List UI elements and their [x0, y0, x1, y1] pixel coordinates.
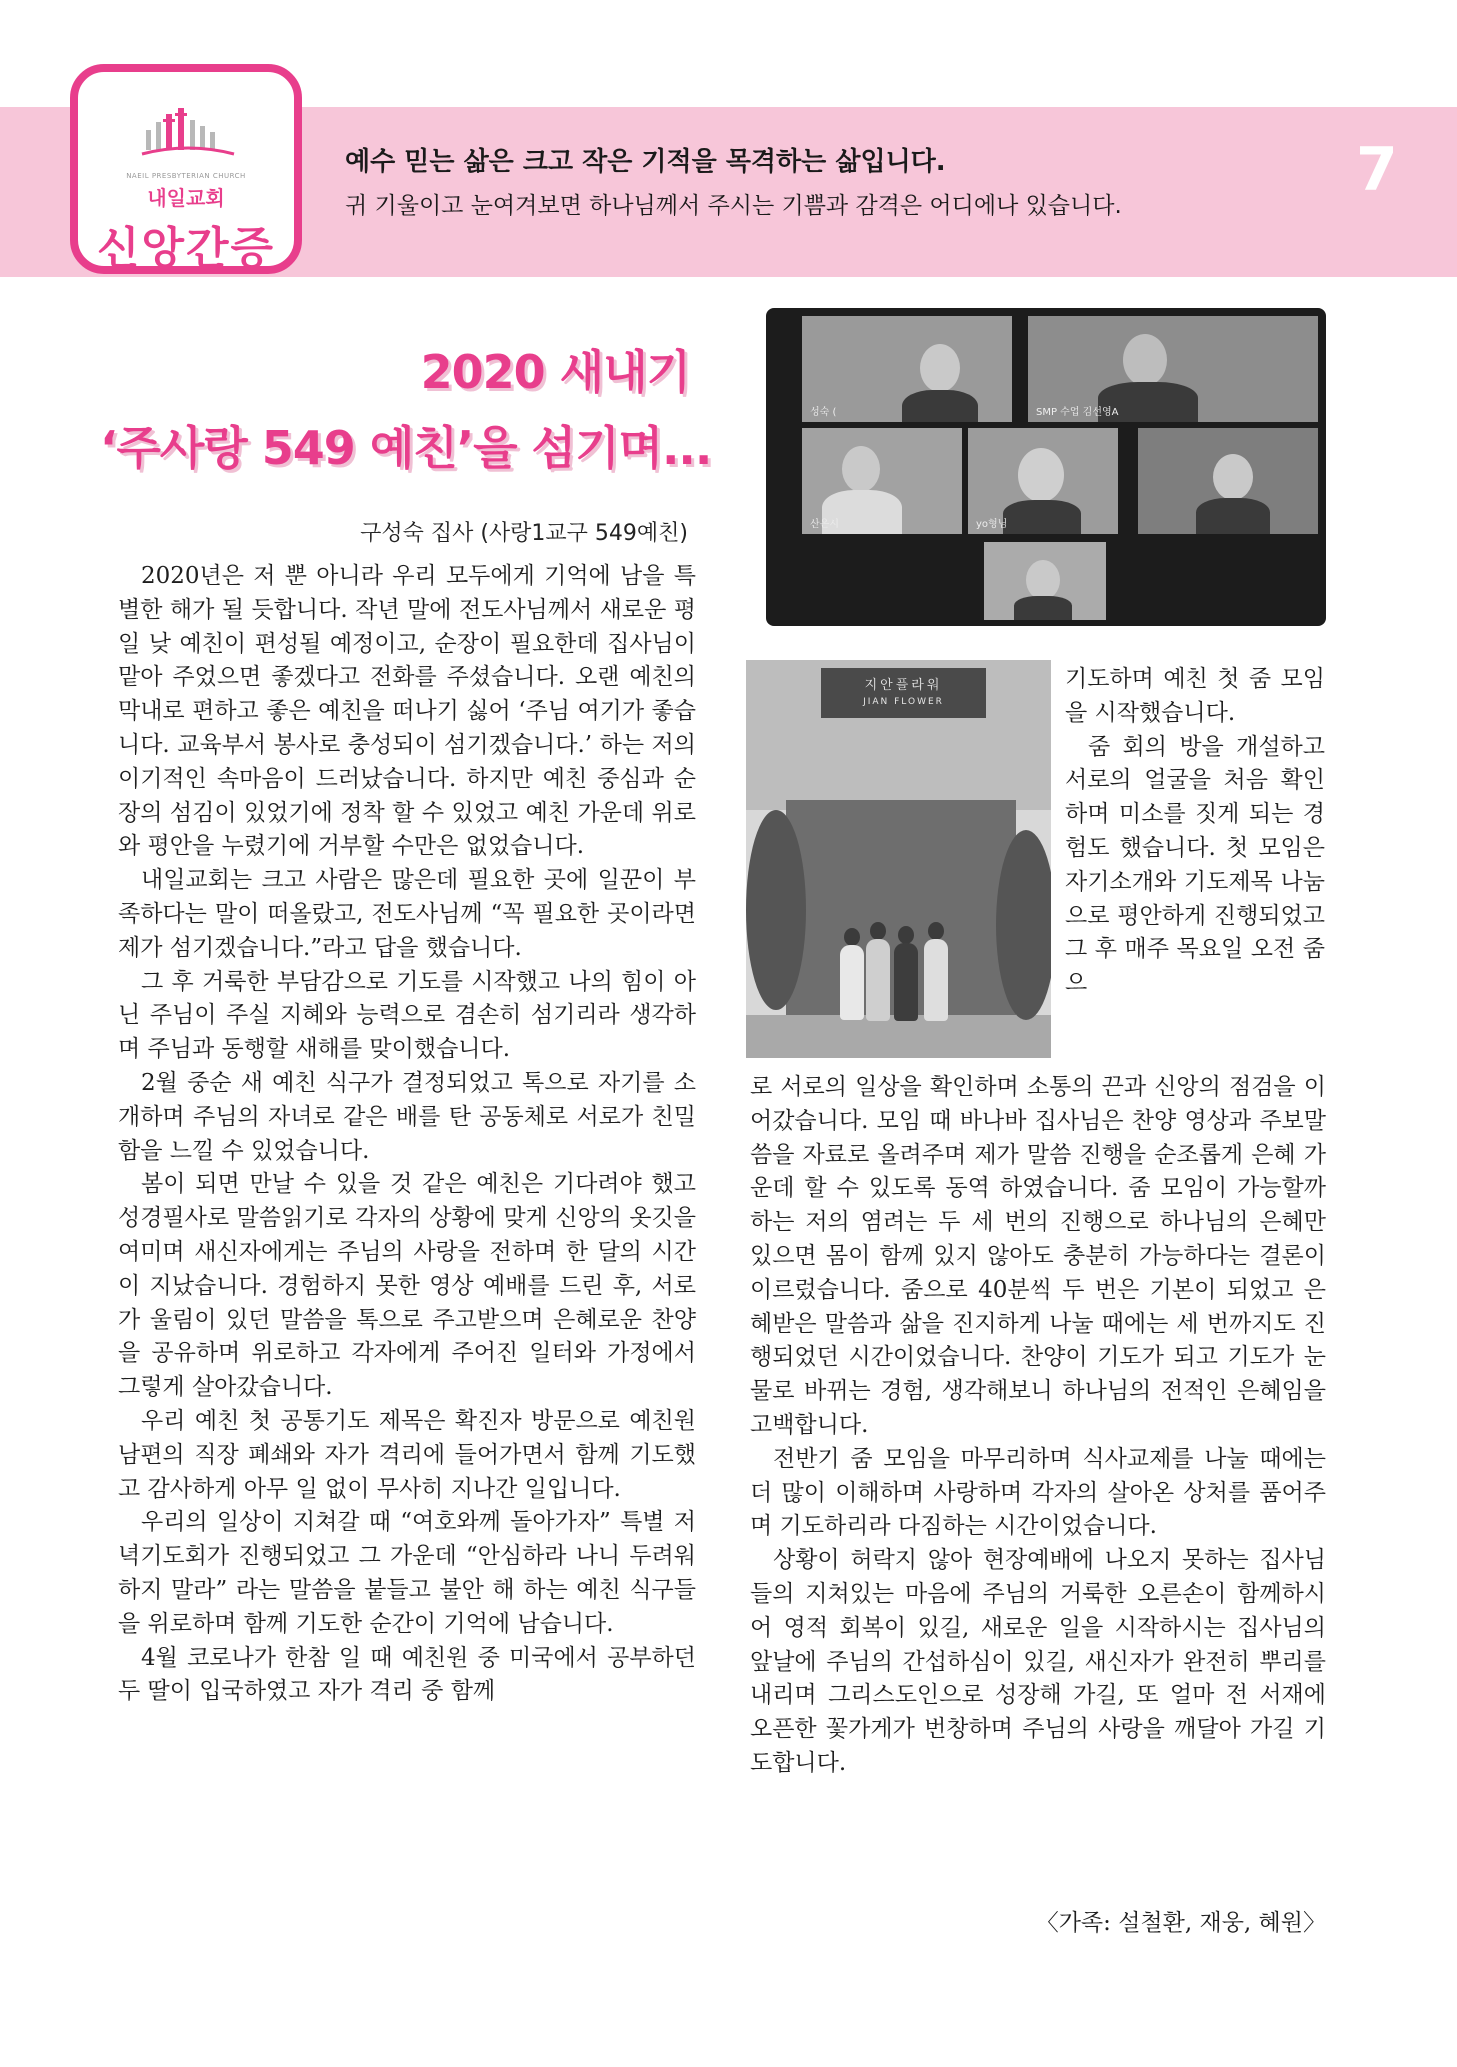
- video-tile-caption: yo형님: [976, 519, 1008, 530]
- video-tile-caption: 성숙 (: [810, 407, 837, 418]
- paragraph: 줌 회의 방을 개설하고 서로의 얼굴을 처음 확인하며 미소를 짓게 되는 경험도 했습니다. 첫 모임은 자기소개와 기도제목 나눔으로 평안하게 진행되었고 그 후 매주 목요일 오전 줌으: [1065, 733, 1325, 997]
- video-tile: [984, 542, 1106, 620]
- paragraph: 전반기 줌 모임을 마무리하며 식사교제를 나눌 때에는 더 많이 이해하며 사랑하며 각자의 살아온 상처를 품어주며 기도하리라 다짐하는 시간이었습니다.: [750, 1445, 1326, 1540]
- family-note: 〈가족: 설철환, 재웅, 혜원〉: [1035, 1910, 1326, 1936]
- paragraph: 2020년은 저 뿐 아니라 우리 모두에게 기억에 남을 특별한 해가 될 듯합니다. 작년 말에 전도사님께서 새로운 평일 낮 예친이 편성될 예정이고, 순장이 필요한데 집사님이 맡아 주었으면 좋겠다고 전화를 주셨습니다. 오랜 예친의 막내로 편하고 좋은 예친을 떠나기 싫어 ‘주님 여기가 좋습니다. 교육부서 봉사로 충성되이 섬기겠습니다.’ 하는 저의 이기적인 속마음이 드러났습니다. 하지만 예친 중심과 순장의 섬김이 있었기에 정착 할 수 있었고 예친 가운데 위로와 평안을 누렸기에 거부할 수만은 없었습니다.: [118, 563, 696, 860]
- flower-shop-photo: [746, 660, 1051, 1058]
- paragraph: 2월 중순 새 예친 식구가 결정되었고 톡으로 자기를 소개하며 주님의 자녀로 같은 배를 탄 공동체로 서로가 친밀함을 느낄 수 있었습니다.: [118, 1069, 696, 1164]
- paragraph: 4월 코로나가 한참 일 때 예친원 중 미국에서 공부하던 두 딸이 입국하였고 자가 격리 중 함께: [118, 1644, 696, 1705]
- paragraph: 그 후 거룩한 부담감으로 기도를 시작했고 나의 힘이 아닌 주님이 주실 지혜와 능력으로 겸손히 섬기리라 생각하며 주님과 동행할 새해를 맞이했습니다.: [118, 968, 696, 1063]
- article-title-line2: ‘주사랑 549 예친’을 섬기며...: [100, 421, 712, 475]
- shop-sign: [821, 668, 986, 718]
- video-tile-caption: 산은시: [810, 519, 839, 530]
- header-headline: 예수 믿는 삶은 크고 작은 기적을 목격하는 삶입니다.: [345, 147, 946, 177]
- article-title-line1: 2020 새내기: [420, 345, 690, 399]
- paragraph-continued: 기도하며 예친 첫 줌 모임을 시작했습니다.: [1065, 666, 1325, 726]
- paragraph-continued: 로 서로의 일상을 확인하며 소통의 끈과 신앙의 점검을 이어갔습니다. 모임 때 바나바 집사님은 찬양 영상과 주보말씀을 자료로 올려주며 제가 말씀 진행을 순조롭게 은혜 가운데 할 수 있도록 동역 하였습니다. 줌 모임이 가능할까 하는 저의 염려는 두 세 번의 진행으로 하나님의 은혜만 있으면 몸이 함께 있지 않아도 충분히 가능하다는 결론이 이르렀습니다. 줌으로 40분씩 두 번은 기본이 되었고 은혜받은 말씀과 삶을 진지하게 나눌 때에는 세 번까지도 진행되었던 시간이었습니다. 찬양이 기도가 되고 기도가 눈물로 바뀌는 경험, 생각해보니 하나님의 전적인 은혜임을 고백합니다.: [750, 1074, 1326, 1438]
- right-wide-column: [750, 1071, 1326, 1781]
- logo-subtitle: NAEIL PRESBYTERIAN CHURCH: [126, 172, 246, 180]
- zoom-meeting-photo: [766, 308, 1326, 626]
- logo-church-name: 내일교회: [147, 186, 225, 210]
- paragraph: 봄이 되면 만날 수 있을 것 같은 예친은 기다려야 했고 성경필사로 말씀읽기로 각자의 상황에 맞게 신앙의 옷깃을 여미며 새신자에게는 주님의 사랑을 전하며 한 달의 시간이 지났습니다. 경험하지 못한 영상 예배를 드린 후, 서로가 울림이 있던 말씀을 톡으로 주고받으며 은혜로운 찬양을 공유하며 위로하고 각자에게 주어진 일터와 가정에서 그렇게 살아갔습니다.: [118, 1171, 696, 1401]
- header-subline: 귀 기울이고 눈여겨보면 하나님께서 주시는 기쁨과 감격은 어디에나 있습니다.: [345, 193, 1122, 219]
- video-tile: [1138, 428, 1318, 534]
- article-author: 구성숙 집사 (사랑1교구 549예친): [360, 521, 688, 546]
- shop-sign-korean: 지안플라워: [864, 678, 943, 693]
- church-logo-icon: [138, 102, 238, 162]
- video-tile: [802, 428, 962, 534]
- right-narrow-column: [1065, 663, 1325, 1001]
- section-title: 신앙간증: [96, 223, 275, 274]
- paragraph: 우리의 일상이 지쳐갈 때 “여호와께 돌아가자” 특별 저녁기도회가 진행되었고 그 가운데 “안심하라 나니 두려워하지 말라” 라는 말씀을 붙들고 불안 해 하는 예친 식구들을 위로하며 함께 기도한 순간이 기억에 남습니다.: [118, 1509, 696, 1637]
- video-tile: [968, 428, 1118, 534]
- video-tile: [802, 316, 1012, 422]
- paragraph: 상황이 허락지 않아 현장예배에 나오지 못하는 집사님들의 지쳐있는 마음에 주님의 거룩한 오른손이 함께하시어 영적 회복이 있길, 새로운 일을 시작하시는 집사님의 앞날에 주님의 간섭하심이 있길, 새신자가 완전히 뿌리를 내리며 그리스도인으로 성장해 가길, 또 얼마 전 서재에 오픈한 꽃가게가 번창하며 주님의 사랑을 깨달아 가길 기도합니다.: [750, 1547, 1326, 1776]
- section-logo-box: [70, 64, 302, 274]
- paragraph: 우리 예친 첫 공통기도 제목은 확진자 방문으로 예친원 남편의 직장 폐쇄와 자가 격리에 들어가면서 함께 기도했고 감사하게 아무 일 없이 무사히 지나간 일입니다.: [118, 1407, 696, 1502]
- paragraph: 내일교회는 크고 사람은 많은데 필요한 곳에 일꾼이 부족하다는 말이 떠올랐고, 전도사님께 “꼭 필요한 곳이라면 제가 섬기겠습니다.”라고 답을 했습니다.: [118, 867, 696, 961]
- video-tile: [1028, 316, 1318, 422]
- video-tile-caption: SMP 수업 김선영A: [1036, 407, 1119, 418]
- shop-sign-english: JIAN FLOWER: [863, 697, 944, 707]
- left-column: [118, 560, 696, 1709]
- page-number: 7: [1356, 135, 1398, 205]
